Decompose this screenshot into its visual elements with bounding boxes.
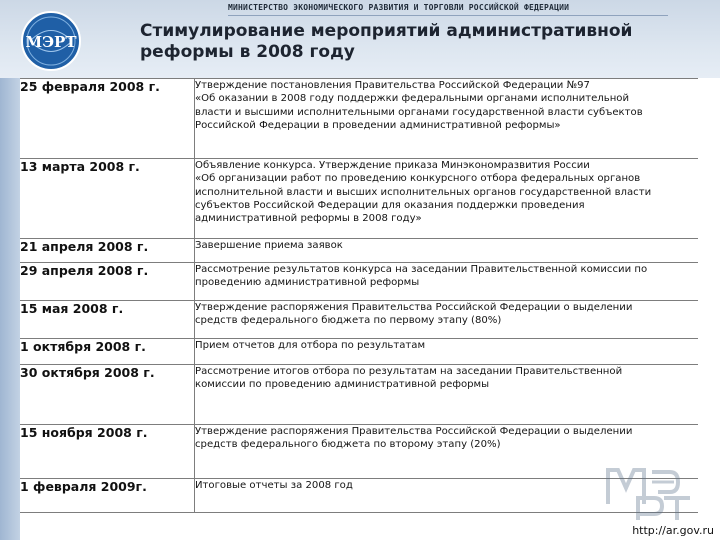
page-title bbox=[140, 21, 700, 63]
row-description: Утверждение постановления Правительства Российской Федерации №97 «Об оказании в 2008 году поддержки федеральными органами исполнительной власти и высшими исполнительными органами государственной власти субъектов Российской Федерации в проведении административной реформы» bbox=[195, 79, 699, 159]
row-date: 1 февраля 2009г. bbox=[20, 479, 195, 513]
table-row bbox=[20, 365, 698, 425]
table-row bbox=[20, 239, 698, 263]
table-row bbox=[20, 79, 698, 159]
row-date: 25 февраля 2008 г. bbox=[20, 79, 195, 159]
footer-url[interactable]: http://ar.gov.ru bbox=[632, 524, 714, 537]
table-row bbox=[20, 301, 698, 339]
logo-text: МЭРТ bbox=[25, 33, 77, 51]
header-divider bbox=[228, 15, 668, 16]
table-row bbox=[20, 159, 698, 239]
row-description: Утверждение распоряжения Правительства Российской Федерации о выделении средств федерального бюджета по второму этапу (20%) bbox=[195, 425, 699, 479]
row-date: 1 октября 2008 г. bbox=[20, 339, 195, 365]
logo-watermark bbox=[604, 464, 694, 526]
row-date: 13 марта 2008 г. bbox=[20, 159, 195, 239]
row-description: Итоговые отчеты за 2008 год bbox=[195, 479, 699, 513]
row-date: 29 апреля 2008 г. bbox=[20, 263, 195, 301]
table-row bbox=[20, 425, 698, 479]
table-row bbox=[20, 263, 698, 301]
title-line-1: Стимулирование мероприятий административной bbox=[140, 21, 633, 41]
row-description: Утверждение распоряжения Правительства Российской Федерации о выделении средств федерального бюджета по первому этапу (80%) bbox=[195, 301, 699, 339]
row-date: 15 ноября 2008 г. bbox=[20, 425, 195, 479]
row-date: 21 апреля 2008 г. bbox=[20, 239, 195, 263]
sidebar-stripe bbox=[0, 0, 20, 540]
row-description: Завершение приема заявок bbox=[195, 239, 699, 263]
title-line-2: реформы в 2008 году bbox=[140, 42, 355, 62]
row-description: Рассмотрение итогов отбора по результатам на заседании Правительственной комиссии по проведению административной реформы bbox=[195, 365, 699, 425]
ministry-logo bbox=[20, 10, 82, 72]
row-date: 30 октября 2008 г. bbox=[20, 365, 195, 425]
schedule-table bbox=[20, 78, 698, 513]
row-description: Прием отчетов для отбора по результатам bbox=[195, 339, 699, 365]
row-description: Рассмотрение результатов конкурса на заседании Правительственной комиссии по проведению административной реформы bbox=[195, 263, 699, 301]
row-date: 15 мая 2008 г. bbox=[20, 301, 195, 339]
table-row bbox=[20, 479, 698, 513]
ministry-name: МИНИСТЕРСТВО ЭКОНОМИЧЕСКОГО РАЗВИТИЯ И ТОРГОВЛИ РОССИЙСКОЙ ФЕДЕРАЦИИ bbox=[228, 3, 570, 12]
table-row bbox=[20, 339, 698, 365]
row-description: Объявление конкурса. Утверждение приказа Минэкономразвития России «Об организации работ по проведению конкурсного отбора федеральных органов исполнительной власти и высших исполнительных органов государственной власти субъектов Российской Федерации для оказания поддержки проведения административной реформы в 2008 году» bbox=[195, 159, 699, 239]
